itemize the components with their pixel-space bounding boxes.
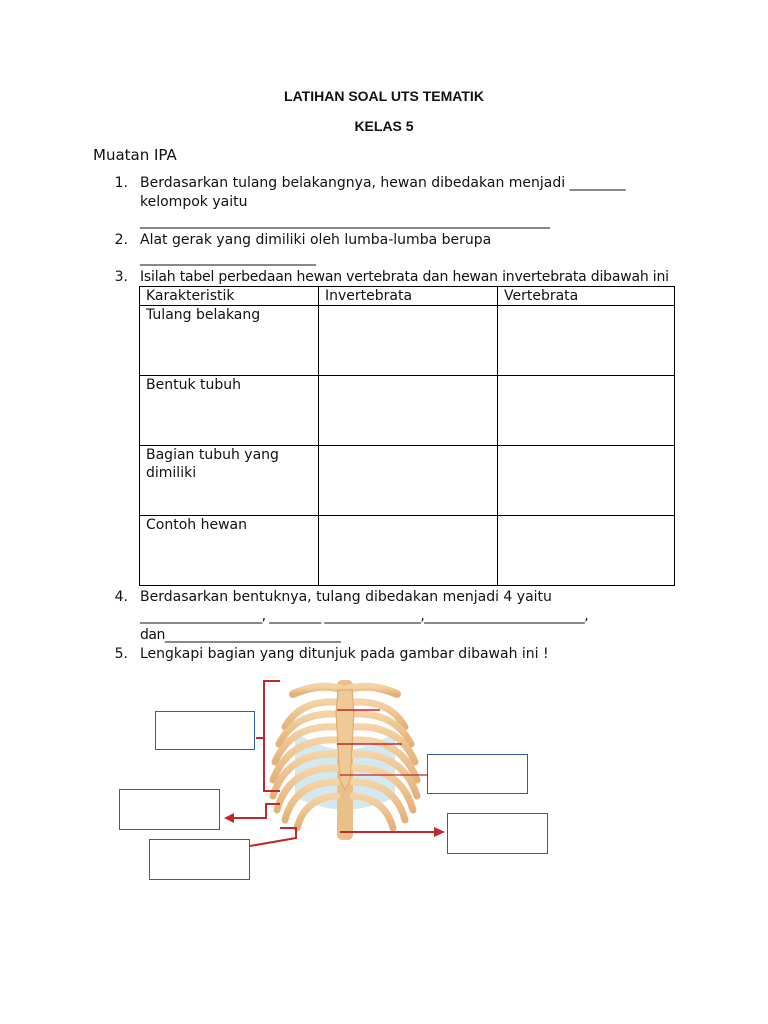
table-header-cell: Vertebrata [498, 287, 675, 306]
label-box-top-left[interactable] [155, 711, 255, 750]
table-answer-cell[interactable] [498, 516, 675, 586]
table-row-label: Contoh hewan [140, 516, 319, 586]
question-2-text: Alat gerak yang dimiliki oleh lumba-lumba berupa [140, 232, 492, 248]
question-3-number: 3. [114, 269, 128, 285]
question-1-answer-line[interactable]: _______________________________________________________________ [140, 213, 550, 229]
question-3-text: Isilah tabel perbedaan hewan vertebrata dan hewan invertebrata dibawah ini [140, 269, 669, 285]
table-header-cell: Karakteristik [140, 287, 319, 306]
label-box-bottom-right[interactable] [447, 813, 548, 854]
table-answer-cell[interactable] [319, 376, 498, 446]
question-2-answer-line[interactable]: ___________________________ [140, 250, 316, 266]
pointer-lines [220, 676, 450, 856]
page-subtitle: KELAS 5 [354, 118, 414, 134]
question-4-text: Berdasarkan bentuknya, tulang dibedakan menjadi 4 yaitu [140, 589, 552, 605]
table-header-cell: Invertebrata [319, 287, 498, 306]
table-row-label: Bagian tubuh yang dimiliki [140, 446, 319, 516]
label-box-middle-left[interactable] [119, 789, 220, 830]
question-5-text: Lengkapi bagian yang ditunjuk pada gambar dibawah ini ! [140, 646, 549, 662]
question-4-answer-line[interactable]: ___________________, ________ _______________,_________________________, [140, 608, 589, 624]
table-row-label: Tulang belakang [140, 306, 319, 376]
label-box-bottom-left[interactable] [149, 839, 250, 880]
table-answer-cell[interactable] [498, 446, 675, 516]
table-row [140, 516, 675, 586]
page-title: LATIHAN SOAL UTS TEMATIK [284, 88, 484, 104]
table-row-label: Bentuk tubuh [140, 376, 319, 446]
question-1-text: Berdasarkan tulang belakangnya, hewan dibedakan menjadi ________ [140, 175, 626, 191]
table-answer-cell[interactable] [498, 306, 675, 376]
table-header-row [140, 287, 675, 306]
question-2-number: 2. [114, 232, 128, 248]
question-4-number: 4. [114, 589, 128, 605]
question-4-answer-line-2[interactable]: dan___________________________ [140, 627, 341, 643]
table-row [140, 376, 675, 446]
table-row [140, 446, 675, 516]
table-answer-cell[interactable] [319, 306, 498, 376]
question-1-number: 1. [114, 175, 128, 191]
question-5-number: 5. [114, 646, 128, 662]
comparison-table [139, 286, 675, 586]
table-answer-cell[interactable] [319, 516, 498, 586]
table-answer-cell[interactable] [498, 376, 675, 446]
question-1-text-cont: kelompok yaitu [140, 194, 248, 210]
label-box-top-right[interactable] [427, 754, 528, 794]
table-row [140, 306, 675, 376]
table-answer-cell[interactable] [319, 446, 498, 516]
section-heading: Muatan IPA [93, 146, 177, 164]
